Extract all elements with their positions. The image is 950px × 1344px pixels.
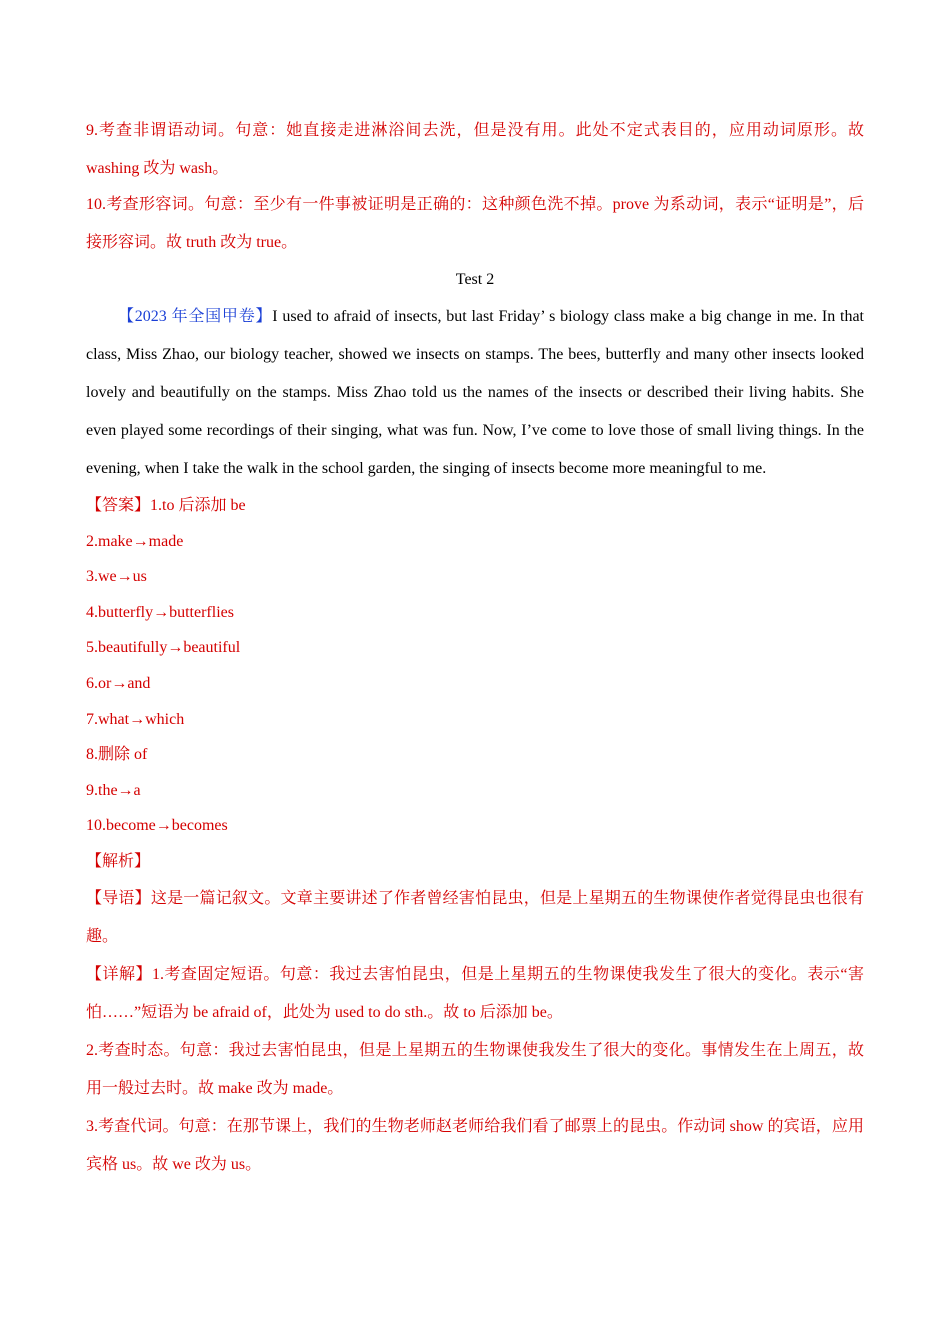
- explanation-item-9: 9.考查非谓语动词。句意：她直接走进淋浴间去洗，但是没有用。此处不定式表目的，应用动词原形。故washing 改为 wash。: [86, 122, 864, 177]
- passage-text: I used to afraid of insects, but last Friday’ s biology class make a big change in me. In that class, Miss Zhao, our biology teacher, showed we insects on stamps. The bees, butterfly and many other insects looked lovely and beautifully on the stamps. Miss Zhao told us the names of the insects or described their living habits. She even played some recordings of their singing, what was fun. Now, I’ve come to love those of small living things. In the evening, when I take the walk in the school garden, the singing of insects become more meaningful to me.: [86, 308, 864, 477]
- answer-item: 9.the→a: [86, 781, 141, 799]
- detail-tag: 【详解】: [86, 965, 152, 983]
- detail-paragraph-1: [86, 956, 864, 1032]
- answer-tag: 【答案】: [86, 497, 151, 514]
- document-page: [86, 112, 864, 1184]
- explanation-item-10: 10.考查形容词。句意：至少有一件事被证明是正确的：这种颜色洗不掉。prove 为系动词，表示“证明是”，后接形容词。故 truth 改为 true。: [86, 196, 864, 251]
- guide-tag: 【导语】: [86, 889, 151, 907]
- answer-item: 8.删除 of: [86, 746, 148, 764]
- answer-item: 4.butterfly→butterflies: [86, 603, 234, 621]
- answer-item: 1.to 后添加 be: [150, 497, 246, 514]
- guide-text: 这是一篇记叙文。文章主要讲述了作者曾经害怕昆虫，但是上星期五的生物课使作者觉得昆虫也很有趣。: [86, 889, 864, 945]
- detail-paragraph-2: 2.考查时态。句意：我过去害怕昆虫，但是上星期五的生物课使我发生了很大的变化。事情发生在上周五，故用一般过去时。故 make 改为 made。: [86, 1041, 864, 1097]
- detail-paragraph-3: 3.考查代词。句意：在那节课上，我们的生物老师赵老师给我们看了邮票上的昆虫。作动词 show 的宾语，应用宾格 us。故 we 改为 us。: [86, 1117, 864, 1173]
- answer-item: 6.or→and: [86, 674, 151, 692]
- guide-paragraph: [86, 880, 864, 956]
- answer-item: 2.make→made: [86, 532, 184, 550]
- answer-item: 10.become→becomes: [86, 817, 228, 835]
- answer-item: 3.we→us: [86, 568, 147, 586]
- source-tag: 【2023 年全国甲卷】: [118, 308, 273, 325]
- test-title: Test 2: [455, 271, 495, 288]
- analysis-tag: 【解析】: [86, 852, 151, 870]
- answer-item: 5.beautifully→beautiful: [86, 639, 241, 657]
- answer-line-1: [86, 488, 864, 524]
- answer-item: 7.what→which: [86, 710, 185, 728]
- detail-text: 1.考查固定短语。句意：我过去害怕昆虫，但是上星期五的生物课使我发生了很大的变化。表示“害怕……”短语为 be afraid of，此处为 used to do sth.。故 to 后添加 be。: [86, 965, 864, 1021]
- passage: [86, 298, 864, 488]
